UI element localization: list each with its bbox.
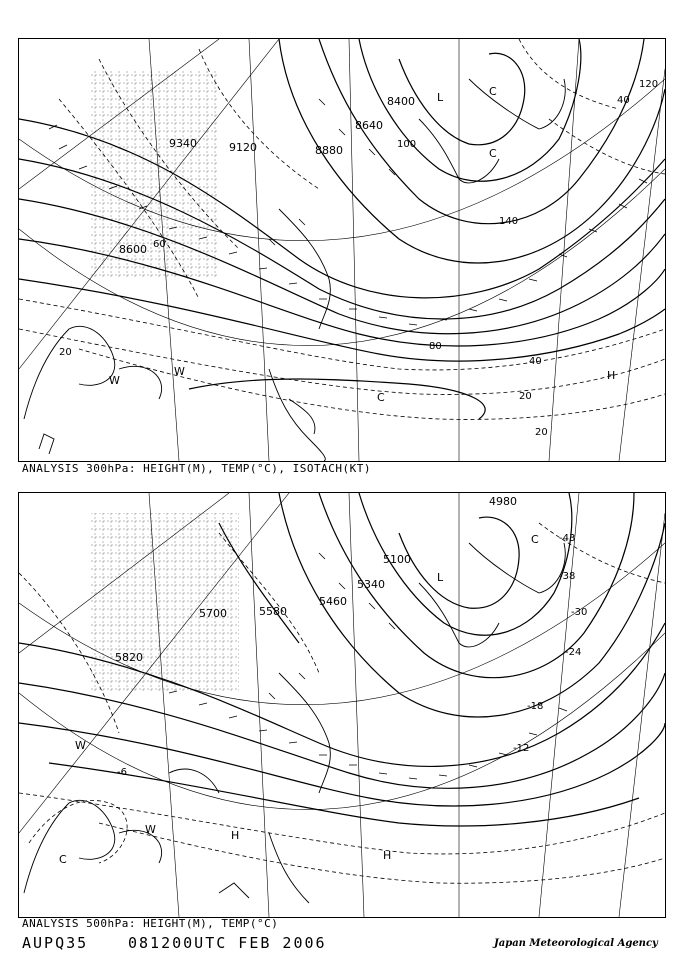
height-label-8400: 8400 <box>387 95 415 108</box>
map-500hpa-canvas <box>19 493 665 917</box>
agency-credit: Japan Meteorological Agency <box>494 938 658 949</box>
height-label-8640: 8640 <box>355 119 383 132</box>
center-L-300: L <box>437 91 444 104</box>
center-W-300b: W <box>174 365 185 378</box>
center-H-500a: H <box>231 829 240 842</box>
center-H-300: H <box>607 369 616 382</box>
map-panel-300hpa <box>18 38 666 462</box>
temp-label-m24: -24 <box>565 647 582 658</box>
isotach-label-20: 20 <box>59 347 72 358</box>
height-label-5580: 5580 <box>259 605 287 618</box>
center-C-500b: C <box>59 853 67 866</box>
map-300hpa-canvas <box>19 39 665 461</box>
temp-label-m12: -12 <box>513 743 530 754</box>
center-W-500b: W <box>145 823 156 836</box>
chart-code: AUPQ35 <box>22 934 89 952</box>
isotach-label-20c: 20 <box>535 427 548 438</box>
isotach-label-120: 120 <box>639 79 659 90</box>
center-C-500a: C <box>531 533 539 546</box>
height-label-5460: 5460 <box>319 595 347 608</box>
height-label-8600: 8600 <box>119 243 147 256</box>
isotach-label-100: 100 <box>397 139 417 150</box>
center-C-300c: C <box>377 391 385 404</box>
center-C-300b: C <box>489 147 497 160</box>
isotach-label-60: 60 <box>153 239 166 250</box>
temp-label-m30: -30 <box>571 607 588 618</box>
center-W-300a: W <box>109 374 120 387</box>
temp-label-m43: -43 <box>559 533 576 544</box>
center-H-500b: H <box>383 849 392 862</box>
isotach-label-20b: 20 <box>519 391 532 402</box>
isotach-label-140: 140 <box>499 216 519 227</box>
caption-300hpa: ANALYSIS 300hPa: HEIGHT(M), TEMP(°C), ISOTACH(KT) <box>22 462 372 475</box>
temp-label-m18: -18 <box>527 701 544 712</box>
height-label-5820: 5820 <box>115 651 143 664</box>
caption-500hpa: ANALYSIS 500hPa: HEIGHT(M), TEMP(°C) <box>22 917 279 930</box>
temp-label-m38: -38 <box>559 571 576 582</box>
map-panel-500hpa <box>18 492 666 918</box>
temp-label-m6: -6 <box>117 767 127 778</box>
center-L-500: L <box>437 571 444 584</box>
isotach-label-40: 40 <box>617 95 630 106</box>
height-label-9120: 9120 <box>229 141 257 154</box>
isotach-label-80: 80 <box>429 341 442 352</box>
center-C-300a: C <box>489 85 497 98</box>
height-label-9340: 9340 <box>169 137 197 150</box>
center-W-500a: W <box>75 739 86 752</box>
hatched-region-500 <box>89 513 239 693</box>
height-label-4980: 4980 <box>489 495 517 508</box>
height-label-5340: 5340 <box>357 578 385 591</box>
height-label-5100: 5100 <box>383 553 411 566</box>
height-label-5700: 5700 <box>199 607 227 620</box>
isotach-label-40b: 40 <box>529 356 542 367</box>
valid-time: 081200UTC FEB 2006 <box>128 934 327 952</box>
height-label-8880: 8880 <box>315 144 343 157</box>
